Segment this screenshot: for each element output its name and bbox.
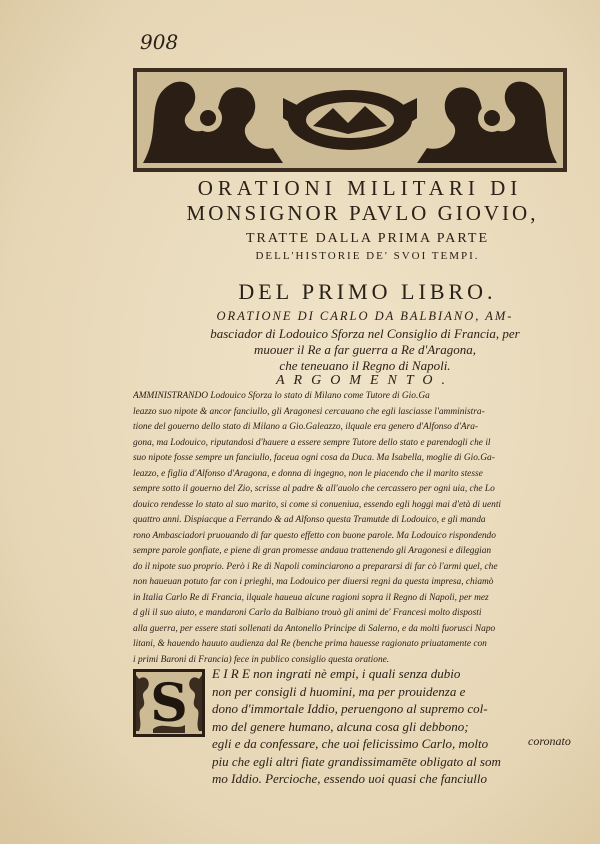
argomento-line: AMMINISTRANDO Lodouico Sforza lo stato di Milano come Tutore di Gio.Ga [133, 391, 430, 401]
argomento-line: d gli il suo aiuto, e mandaroni Carlo da Balbiano trouò gli animi de' Francesi molto disposti [133, 608, 482, 618]
argomento-line: sempre parole gonfiate, e piene di gran promesse andaua trattenendo gli Aragonesi e dileggian [133, 546, 492, 556]
title-line-1: ORATIONI MILITARI DI [197, 176, 523, 200]
argomento-line: leazzo suo nipote & ancor fanciullo, gli Aragonesi cercauano che egli lasciasse l'amministra- [133, 406, 485, 417]
argomento-line: in Italia Carlo Re di Francia, ilquale haueua alcune ragioni sopra il Regno di Napoli, per mez [133, 592, 489, 603]
argomento-line: do il nipote suo proprio. Però i Re di Napoli cominciarono a prepararsi di far cò l'armi quel, che [133, 561, 498, 572]
oration-line: non per consigli d huomini, ma per prouidenza e [212, 683, 466, 699]
oration-line: egli e da confessare, che uoi felicissimo Carlo, molto [212, 736, 489, 751]
argomento-line: leazzo, e figlia d'Alfonso d'Aragona, e donna di ingegno, non le piacendo che il marito stesse [133, 468, 483, 479]
argomento-line: litani, & hauendo hauuto audienza dal Re (benche prima hauesse ragionato priuatamente con [133, 639, 487, 649]
title-line-4: DELL'HISTORIE DE' SVOI TEMPI. [255, 250, 480, 262]
oration-heading-line-3: muouer il Re a far guerra a Re d'Aragona, [254, 342, 476, 357]
initial-s-glyph: S [150, 673, 188, 734]
decorated-initial-letter [133, 669, 205, 737]
oration-line: piu che egli altri fiate grandissimamēte obligato al som [212, 753, 501, 769]
argomento-line: gona, ma Lodouico, riputandosi d'hauere a essere sempre Tutore dello stato e parendogli che il [133, 437, 491, 448]
page-number: 908 [140, 30, 179, 54]
argomento-line: alla guerra, per essere stati sollenati da Antonello Principe di Salerno, e da molti fuorusci Napo [133, 623, 496, 634]
argomento-line: quattro anni. Dispiacque a Ferrando & ad Alfonso questa Tramutde di Lodouico, e gli manda [133, 515, 486, 525]
argomento-line: douico rendesse lo stato al suo marito, si come si conueniua, essendo egli hoggi mai d'età di uenti [133, 499, 502, 510]
oration-line: dono d'immortale Iddio, peruengono al supremo col- [212, 701, 488, 716]
title-line-3: TRATTE DALLA PRIMA PARTE [245, 231, 490, 246]
argomento-line: suo nipote fosse sempre un fanciullo, faceua ogni cosa da Duca. Ma Isabella, moglie di Gio.Ga- [133, 453, 495, 463]
book-title: DEL PRIMO LIBRO. [238, 279, 497, 304]
oration-line: mo Iddio. Percioche, essendo uoi quasi che fanciullo [212, 771, 487, 786]
catchword: coronato [528, 734, 571, 748]
oration-heading-line-4: che teneuano il Regno di Napoli. [279, 358, 451, 373]
oration-line: E I R E non ingrati nè empi, i quali senza dubio [212, 666, 461, 681]
argomento-line: i primi Baroni di Francia) fece in publico consiglio questa oratione. [133, 654, 390, 665]
argomento-text [133, 389, 578, 668]
argomento-line: tione del gouerno dello stato di Milano a Gio.Galeazzo, ilquale era genero d'Alfonso d'Ara- [133, 422, 479, 432]
oration-heading-line-1: ORATIONE DI CARLO DA BALBIANO, AM- [216, 309, 514, 323]
oration-heading-line-2: basciador di Lodouico Sforza nel Consiglio di Francia, per [210, 326, 520, 341]
ornamental-headpiece [133, 68, 567, 172]
argomento-line: non haueuan potuto far con i prieghi, ma Lodouico per diuersi regni da questa impresa, chiamò [133, 577, 494, 587]
argomento-line: sempre sotto il gouerno del Zio, scrisse al padre & all'auolo che cercassero per ogni uia, che Lo [133, 484, 495, 494]
oration-text [212, 665, 592, 788]
title-line-2: MONSIGNOR PAVLO GIOVIO, [186, 201, 539, 225]
argomento-label: ARGOMENTO. [275, 373, 455, 388]
argomento-line: rono Ambasciadori pruouando di far questo effetto con buone parole. Ma Lodouico rispondendo [133, 530, 496, 541]
oration-line: mo del genere humano, alcuna cosa gli debbono; [212, 718, 469, 734]
